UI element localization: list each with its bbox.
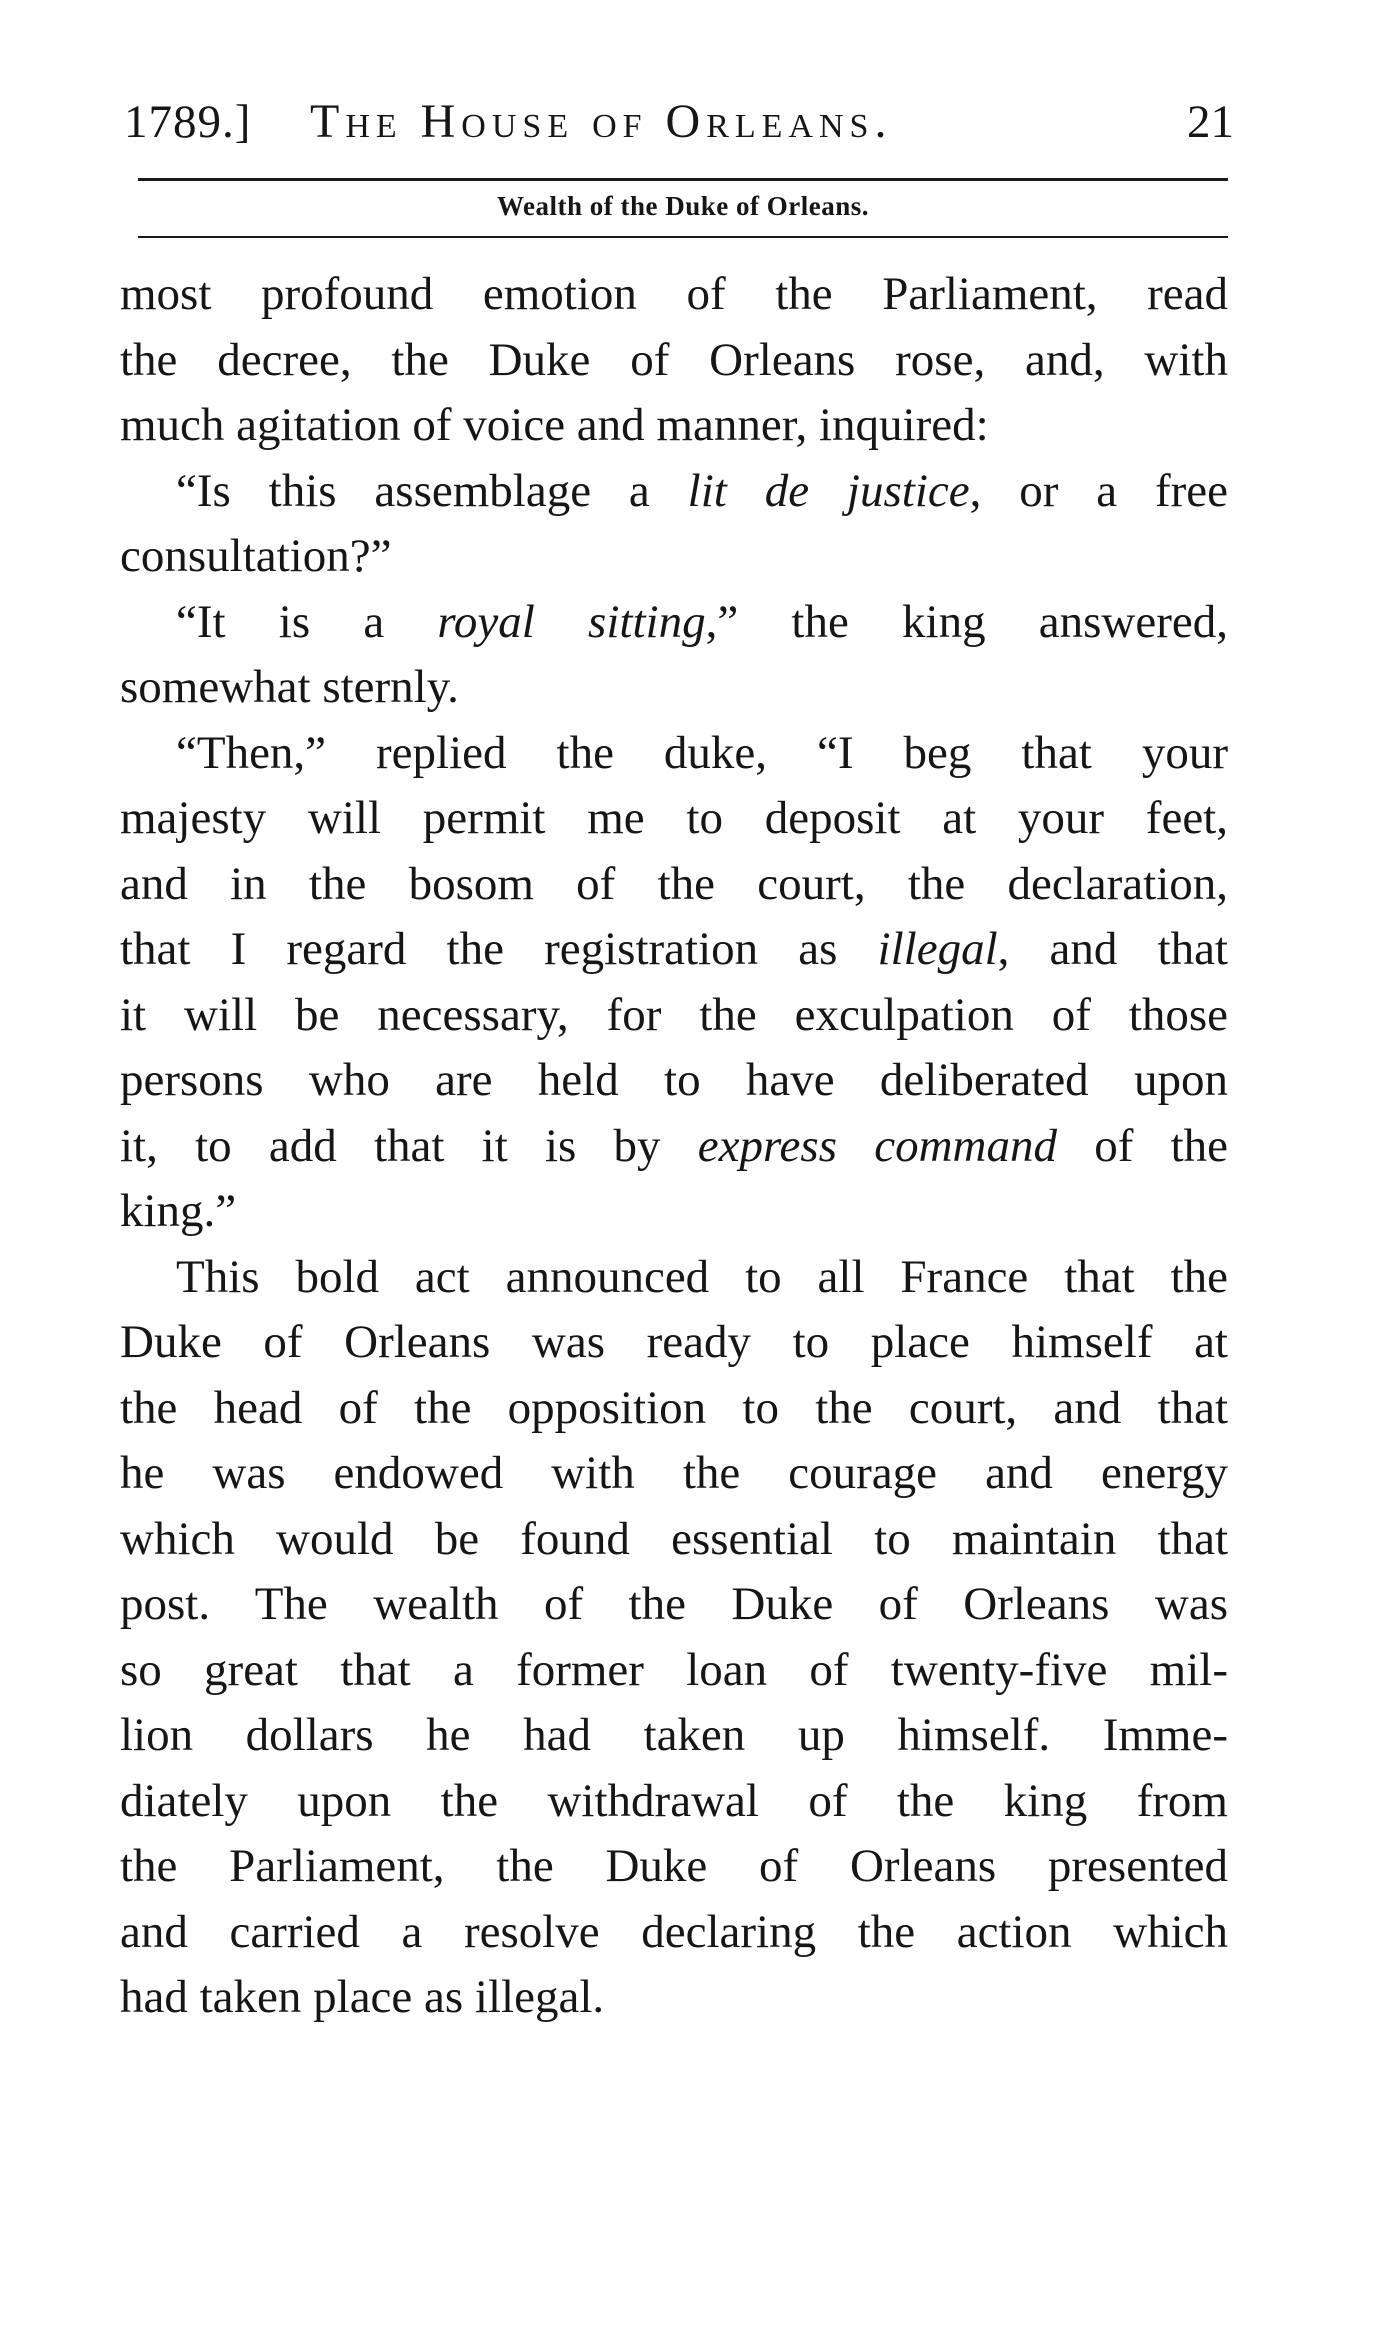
text-line: it will be necessary, for the exculpation of those	[120, 988, 1228, 1041]
text-line: which would be found essential to maintain that	[120, 1512, 1228, 1565]
text-line: the Parliament, the Duke of Orleans presented	[120, 1840, 1228, 1892]
text-line: had taken place as illegal.	[120, 1971, 605, 2023]
text-line: so great that a former loan of twenty-five mil-	[120, 1643, 1228, 1696]
text-line: “Is this assemblage a lit de justice, or a free	[176, 464, 1228, 517]
header-rule-bottom	[138, 236, 1228, 238]
text-line: that I regard the registration as illegal, and that	[120, 923, 1228, 975]
running-head-title: The House of Orleans.	[310, 95, 893, 148]
text-line: “It is a royal sitting,” the king answered,	[176, 595, 1228, 648]
running-head	[124, 88, 1234, 158]
text-line: Duke of Orleans was ready to place himself at	[120, 1316, 1228, 1368]
text-line: it, to add that it is by express command of the	[120, 1119, 1228, 1172]
text-line: “Then,” replied the duke, “I beg that your	[176, 726, 1228, 779]
text-line: post. The wealth of the Duke of Orleans was	[120, 1578, 1228, 1630]
text-line: lion dollars he had taken up himself. Imme-	[120, 1709, 1228, 1761]
text-line: king.”	[120, 1185, 237, 1237]
text-line: most profound emotion of the Parliament, read	[120, 268, 1228, 320]
page-number: 21	[1187, 96, 1234, 148]
text-line: and carried a resolve declaring the action which	[120, 1905, 1228, 1958]
text-line: the head of the opposition to the court, and that	[120, 1381, 1228, 1434]
italic-phrase: express command	[697, 1119, 1057, 1172]
text-line: diately upon the withdrawal of the king from	[120, 1774, 1228, 1827]
italic-phrase: royal sitting	[437, 595, 706, 648]
body-text	[120, 262, 1228, 2031]
text-line: majesty will permit me to deposit at your feet,	[120, 792, 1228, 844]
text-line: consultation?”	[120, 530, 392, 582]
text-line: much agitation of voice and manner, inquired:	[120, 399, 989, 451]
running-head-year: 1789.]	[124, 96, 252, 148]
text-line: the decree, the Duke of Orleans rose, and, with	[120, 333, 1228, 386]
italic-phrase: illegal	[877, 923, 998, 975]
section-subhead: Wealth of the Duke of Orleans.	[497, 191, 869, 221]
text-line: persons who are held to have deliberated upon	[120, 1054, 1228, 1106]
text-line: somewhat sternly.	[120, 661, 459, 713]
text-line: he was endowed with the courage and energy	[120, 1447, 1228, 1499]
text-line: This bold act announced to all France that the	[176, 1250, 1228, 1303]
header-rule-top	[138, 178, 1228, 181]
italic-phrase: lit de justice	[687, 464, 970, 517]
text-line: and in the bosom of the court, the declaration,	[120, 857, 1228, 910]
